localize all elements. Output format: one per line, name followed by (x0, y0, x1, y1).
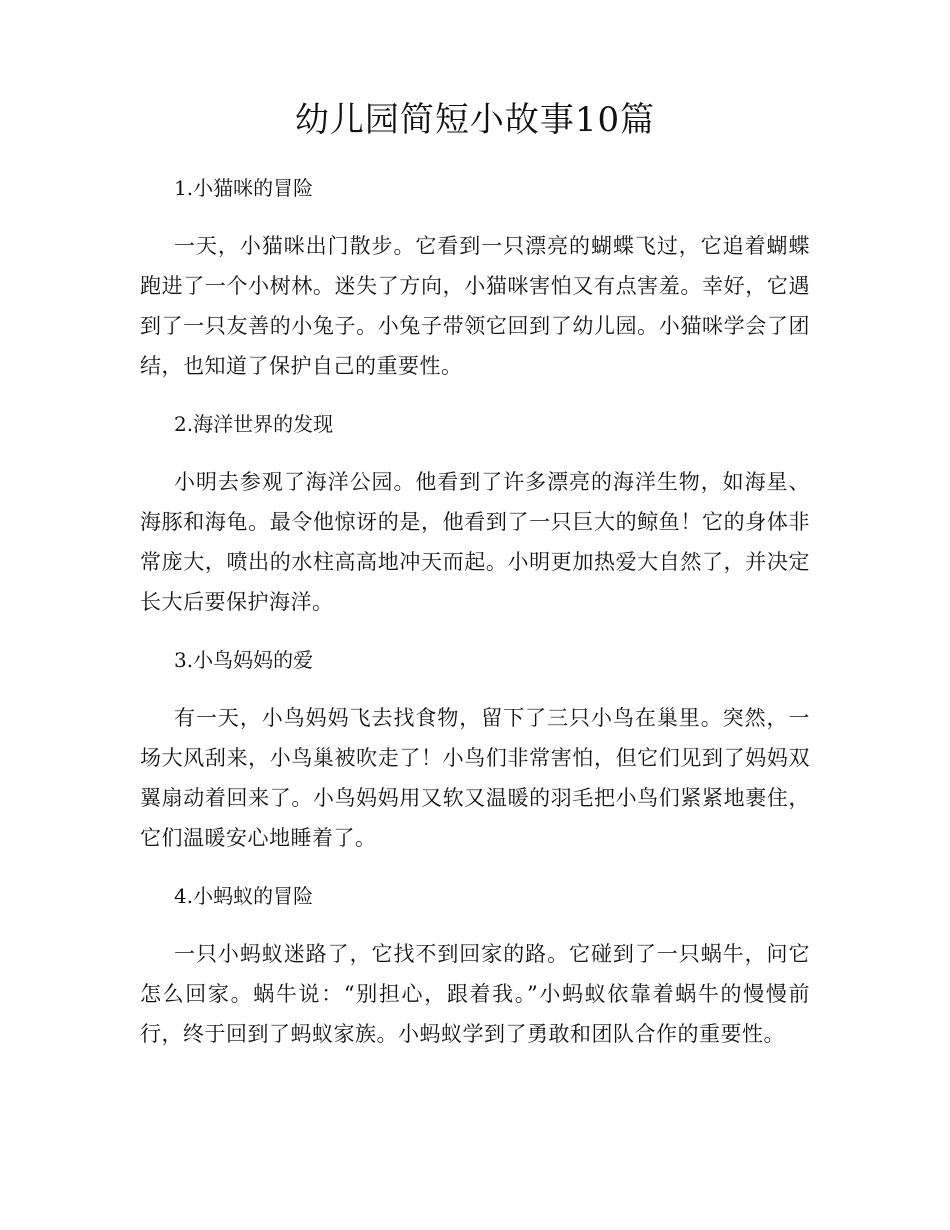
story-3 (140, 640, 810, 858)
story-list (140, 168, 810, 1072)
story-heading: 3.小鸟妈妈的爱 (174, 648, 314, 672)
story-body: 一只小蚂蚁迷路了，它找不到回家的路。它碰到了一只蜗牛，问它怎么回家。蜗牛说：“别担心，跟着我。”小蚂蚁依靠着蜗牛的慢慢前行，终于回到了蚂蚁家族。小蚂蚁学到了勇敢和团队合作的重要性。 (140, 942, 810, 1046)
story-2 (140, 404, 810, 622)
story-heading: 1.小猫咪的冒险 (174, 176, 314, 200)
story-body: 有一天，小鸟妈妈飞去找食物，留下了三只小鸟在巢里。突然，一场大风刮来，小鸟巢被吹走了！小鸟们非常害怕，但它们见到了妈妈双翼扇动着回来了。小鸟妈妈用又软又温暖的羽毛把小鸟们紧紧地裹住，它们温暖安心地睡着了。 (140, 706, 810, 850)
story-body: 小明去参观了海洋公园。他看到了许多漂亮的海洋生物，如海星、海豚和海龟。最令他惊讶的是，他看到了一只巨大的鲸鱼！它的身体非常庞大，喷出的水柱高高地冲天而起。小明更加热爱大自然了，并决定长大后要保护海洋。 (140, 470, 810, 614)
story-heading: 2.海洋世界的发现 (174, 412, 334, 436)
page-title: 幼儿园简短小故事10篇 (294, 100, 656, 140)
story-body: 一天，小猫咪出门散步。它看到一只漂亮的蝴蝶飞过，它追着蝴蝶跑进了一个小树林。迷失了方向，小猫咪害怕又有点害羞。幸好，它遇到了一只友善的小兔子。小兔子带领它回到了幼儿园。小猫咪学会了团结，也知道了保护自己的重要性。 (140, 234, 810, 378)
story-heading: 4.小蚂蚁的冒险 (174, 884, 314, 908)
story-4 (140, 876, 810, 1054)
story-1 (140, 168, 810, 386)
